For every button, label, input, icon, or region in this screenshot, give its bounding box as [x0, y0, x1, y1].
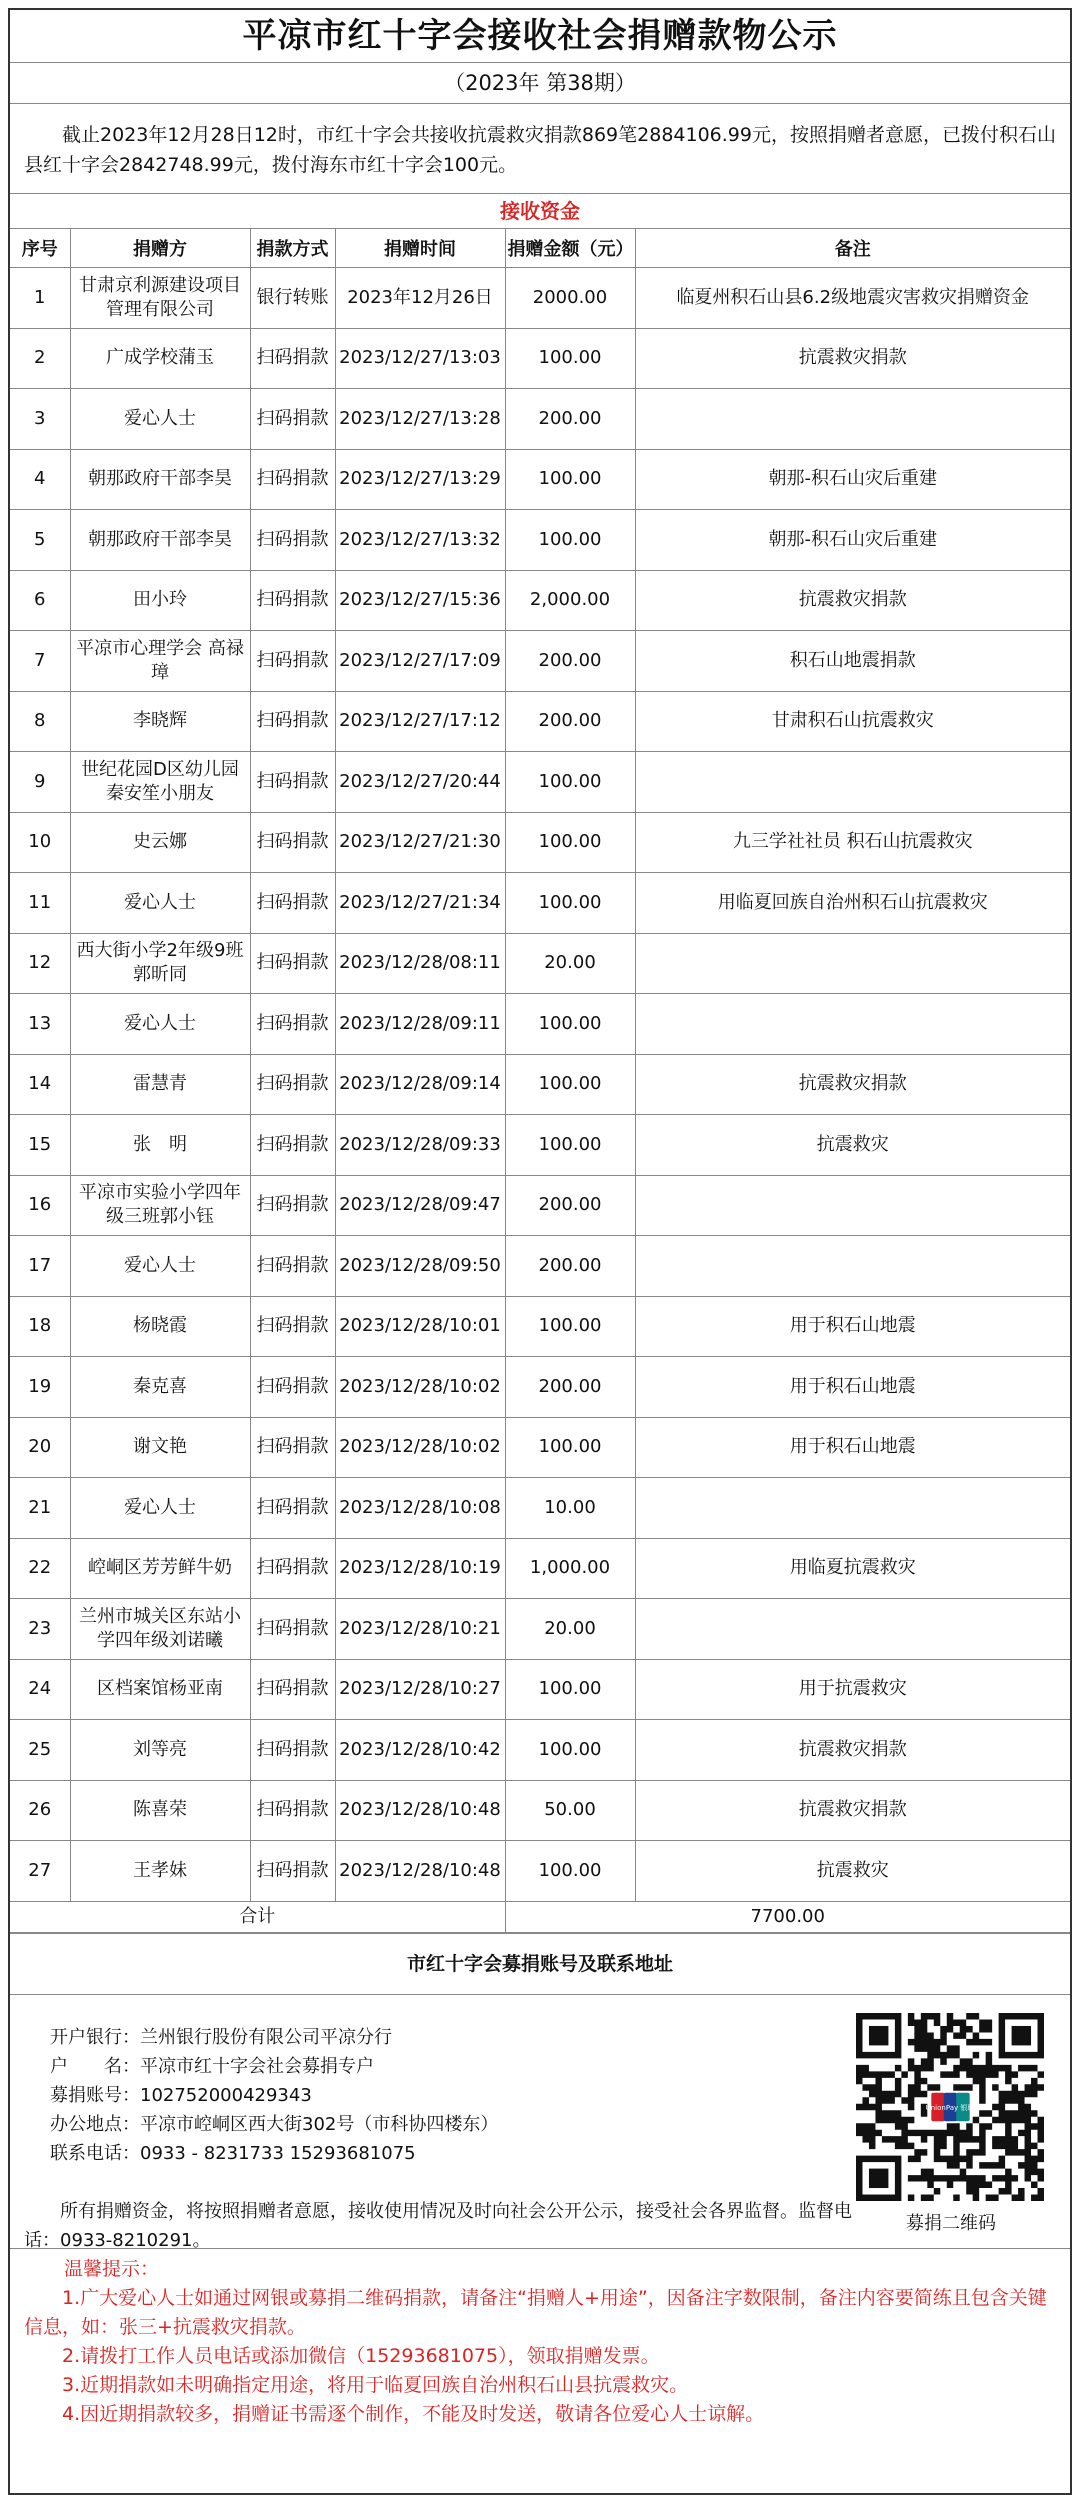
cell-remark: 九三学社社员 积石山抗震救灾 [635, 812, 1070, 873]
cell-index: 17 [10, 1236, 70, 1297]
cell-amount: 20.00 [505, 1599, 635, 1660]
table-row [10, 1599, 1070, 1660]
cell-time: 2023/12/27/15:36 [335, 570, 505, 631]
cell-donor: 史云娜 [70, 812, 250, 873]
donation-table [10, 229, 1070, 1933]
cell-donor: 杨晓霞 [70, 1296, 250, 1357]
cell-amount: 200.00 [505, 1236, 635, 1297]
issue-subtitle: （2023年 第38期） [10, 63, 1070, 104]
tip-item: 2.请拨打工作人员电话或添加微信（15293681075），领取捐赠发票。 [62, 2344, 660, 2367]
account-line [50, 2052, 850, 2081]
table-row [10, 1296, 1070, 1357]
cell-index: 25 [10, 1720, 70, 1781]
cell-amount: 1,000.00 [505, 1538, 635, 1599]
cell-remark: 用于积石山地震 [635, 1357, 1070, 1418]
cell-method: 扫码捐款 [250, 510, 335, 571]
tip-item: 4.因近期捐款较多，捐赠证书需逐个制作，不能及时发送，敬请各位爱心人士谅解。 [62, 2402, 765, 2425]
cell-amount: 100.00 [505, 1720, 635, 1781]
cell-index: 8 [10, 691, 70, 752]
cell-index: 24 [10, 1659, 70, 1720]
cell-amount: 100.00 [505, 873, 635, 934]
table-row [10, 752, 1070, 813]
cell-amount: 100.00 [505, 1841, 635, 1902]
cell-time: 2023/12/27/13:28 [335, 389, 505, 450]
cell-amount: 200.00 [505, 1357, 635, 1418]
table-row [10, 1175, 1070, 1236]
cell-method: 扫码捐款 [250, 389, 335, 450]
cell-amount: 100.00 [505, 1417, 635, 1478]
cell-time: 2023/12/27/13:32 [335, 510, 505, 571]
cell-method: 扫码捐款 [250, 1841, 335, 1902]
donation-qr-code [838, 2013, 1064, 2201]
cell-method: 扫码捐款 [250, 1659, 335, 1720]
cell-time: 2023/12/28/09:11 [335, 994, 505, 1055]
cell-amount: 100.00 [505, 328, 635, 389]
cell-method: 扫码捐款 [250, 1599, 335, 1660]
cell-method: 扫码捐款 [250, 1175, 335, 1236]
cell-donor: 雷慧青 [70, 1054, 250, 1115]
account-line-label: 户 名： [50, 2055, 140, 2077]
cell-donor: 广成学校蒲玉 [70, 328, 250, 389]
cell-method: 扫码捐款 [250, 1296, 335, 1357]
cell-donor: 李晓辉 [70, 691, 250, 752]
cell-donor: 爱心人士 [70, 389, 250, 450]
cell-index: 22 [10, 1538, 70, 1599]
cell-time: 2023/12/27/17:12 [335, 691, 505, 752]
cell-remark: 甘肃积石山抗震救灾 [635, 691, 1070, 752]
cell-amount: 20.00 [505, 933, 635, 994]
cell-time: 2023/12/28/10:01 [335, 1296, 505, 1357]
cell-index: 27 [10, 1841, 70, 1902]
table-row [10, 1417, 1070, 1478]
cell-time: 2023/12/28/10:02 [335, 1357, 505, 1418]
cell-amount: 50.00 [505, 1780, 635, 1841]
cell-amount: 100.00 [505, 994, 635, 1055]
cell-method: 扫码捐款 [250, 994, 335, 1055]
cell-time: 2023/12/27/13:03 [335, 328, 505, 389]
cell-time: 2023年12月26日 [335, 268, 505, 329]
cell-remark [635, 1236, 1070, 1297]
cell-method: 扫码捐款 [250, 1054, 335, 1115]
cell-method: 扫码捐款 [250, 691, 335, 752]
cell-remark: 抗震救灾捐款 [635, 1780, 1070, 1841]
cell-donor: 西大街小学2年级9班郭昕同 [70, 933, 250, 994]
cell-method: 扫码捐款 [250, 812, 335, 873]
cell-index: 19 [10, 1357, 70, 1418]
cell-index: 3 [10, 389, 70, 450]
table-row [10, 449, 1070, 510]
cell-method: 扫码捐款 [250, 1357, 335, 1418]
table-row [10, 1841, 1070, 1902]
cell-remark: 积石山地震捐款 [635, 631, 1070, 692]
cell-donor: 甘肃京利源建设项目管理有限公司 [70, 268, 250, 329]
cell-time: 2023/12/28/10:19 [335, 1538, 505, 1599]
cell-index: 13 [10, 994, 70, 1055]
qr-label: 募捐二维码 [906, 2212, 996, 2234]
cell-method: 扫码捐款 [250, 1236, 335, 1297]
table-row [10, 268, 1070, 329]
total-value: 7700.00 [505, 1901, 1070, 1932]
cell-amount: 10.00 [505, 1478, 635, 1539]
cell-time: 2023/12/27/21:34 [335, 873, 505, 934]
account-line-label: 办公地点： [50, 2113, 140, 2135]
cell-index: 16 [10, 1175, 70, 1236]
cell-donor: 崆峒区芳芳鲜牛奶 [70, 1538, 250, 1599]
cell-index: 7 [10, 631, 70, 692]
cell-index: 14 [10, 1054, 70, 1115]
cell-index: 26 [10, 1780, 70, 1841]
cell-method: 扫码捐款 [250, 1720, 335, 1781]
account-info [10, 1995, 1070, 2249]
cell-remark: 用于积石山地震 [635, 1296, 1070, 1357]
cell-index: 9 [10, 752, 70, 813]
cell-time: 2023/12/28/10:02 [335, 1417, 505, 1478]
cell-remark: 朝那-积石山灾后重建 [635, 510, 1070, 571]
cell-remark: 抗震救灾 [635, 1841, 1070, 1902]
cell-amount: 100.00 [505, 1115, 635, 1176]
cell-donor: 田小玲 [70, 570, 250, 631]
cell-donor: 陈喜荣 [70, 1780, 250, 1841]
cell-index: 18 [10, 1296, 70, 1357]
tips-title: 温馨提示： [64, 2257, 160, 2280]
cell-method: 扫码捐款 [250, 1478, 335, 1539]
cell-time: 2023/12/28/09:47 [335, 1175, 505, 1236]
table-row [10, 570, 1070, 631]
cell-method: 扫码捐款 [250, 933, 335, 994]
cell-donor: 区档案馆杨亚南 [70, 1659, 250, 1720]
account-section-title: 市红十字会募捐账号及联系地址 [10, 1933, 1070, 1995]
cell-remark [635, 1478, 1070, 1539]
cell-remark [635, 994, 1070, 1055]
table-row [10, 812, 1070, 873]
cell-donor: 秦克喜 [70, 1357, 250, 1418]
cell-method: 扫码捐款 [250, 570, 335, 631]
table-row [10, 873, 1070, 934]
cell-remark: 临夏州积石山县6.2级地震灾害救灾捐赠资金 [635, 268, 1070, 329]
cell-donor: 王孝妹 [70, 1841, 250, 1902]
unionpay-logo-text: UnionPay 银联 [925, 2103, 975, 2112]
cell-donor: 爱心人士 [70, 1236, 250, 1297]
total-row [10, 1901, 1070, 1932]
account-line [50, 2023, 850, 2052]
col-header-donor: 捐赠方 [70, 229, 250, 268]
cell-method: 扫码捐款 [250, 449, 335, 510]
cell-method: 扫码捐款 [250, 873, 335, 934]
cell-donor: 兰州市城关区东站小学四年级刘诺曦 [70, 1599, 250, 1660]
table-header-row [10, 229, 1070, 268]
cell-remark [635, 752, 1070, 813]
cell-amount: 200.00 [505, 691, 635, 752]
cell-remark: 抗震救灾 [635, 1115, 1070, 1176]
col-header-index: 序号 [10, 229, 70, 268]
cell-method: 扫码捐款 [250, 1780, 335, 1841]
cell-time: 2023/12/28/08:11 [335, 933, 505, 994]
tip-item: 3.近期捐款如未明确指定用途，将用于临夏回族自治州积石山县抗震救灾。 [62, 2373, 689, 2396]
cell-index: 11 [10, 873, 70, 934]
cell-remark [635, 1175, 1070, 1236]
table-row [10, 510, 1070, 571]
cell-index: 21 [10, 1478, 70, 1539]
cell-remark: 抗震救灾捐款 [635, 570, 1070, 631]
cell-index: 5 [10, 510, 70, 571]
table-row [10, 1538, 1070, 1599]
cell-donor: 刘等亮 [70, 1720, 250, 1781]
cell-remark: 朝那-积石山灾后重建 [635, 449, 1070, 510]
cell-remark: 用于积石山地震 [635, 1417, 1070, 1478]
cell-time: 2023/12/28/10:27 [335, 1659, 505, 1720]
cell-donor: 爱心人士 [70, 1478, 250, 1539]
cell-remark: 用临夏抗震救灾 [635, 1538, 1070, 1599]
unionpay-logo [926, 2092, 975, 2120]
table-row [10, 1720, 1070, 1781]
cell-remark [635, 933, 1070, 994]
cell-remark: 抗震救灾捐款 [635, 1720, 1070, 1781]
cell-donor: 朝那政府干部李昊 [70, 449, 250, 510]
cell-time: 2023/12/28/10:48 [335, 1780, 505, 1841]
account-lines [50, 2023, 850, 2168]
cell-time: 2023/12/27/17:09 [335, 631, 505, 692]
cell-amount: 2000.00 [505, 268, 635, 329]
cell-amount: 200.00 [505, 389, 635, 450]
cell-index: 10 [10, 812, 70, 873]
cell-remark: 抗震救灾捐款 [635, 1054, 1070, 1115]
tip-item: 1.广大爱心人士如通过网银或募捐二维码捐款，请备注“捐赠人+用途”，因备注字数限制，备注内容要简练且包含关键信息，如：张三+抗震救灾捐款。 [24, 2286, 1047, 2338]
cell-index: 23 [10, 1599, 70, 1660]
table-row [10, 1115, 1070, 1176]
cell-amount: 100.00 [505, 812, 635, 873]
cell-amount: 200.00 [505, 1175, 635, 1236]
cell-index: 20 [10, 1417, 70, 1478]
cell-method: 扫码捐款 [250, 1115, 335, 1176]
table-row [10, 1054, 1070, 1115]
cell-time: 2023/12/28/10:21 [335, 1599, 505, 1660]
account-line-value: 102752000429343 [140, 2084, 312, 2106]
tips-box [10, 2249, 1070, 2429]
page-title: 平凉市红十字会接收社会捐赠款物公示 [10, 10, 1070, 63]
cell-amount: 100.00 [505, 449, 635, 510]
account-line [50, 2110, 850, 2139]
cell-amount: 2,000.00 [505, 570, 635, 631]
table-row [10, 691, 1070, 752]
cell-donor: 朝那政府干部李昊 [70, 510, 250, 571]
account-line-value: 兰州银行股份有限公司平凉分行 [140, 2026, 392, 2048]
account-line [50, 2081, 850, 2110]
cell-time: 2023/12/27/20:44 [335, 752, 505, 813]
col-header-time: 捐赠时间 [335, 229, 505, 268]
cell-amount: 200.00 [505, 631, 635, 692]
account-line-label: 联系电话： [50, 2142, 140, 2164]
cell-index: 12 [10, 933, 70, 994]
col-header-remark: 备注 [635, 229, 1070, 268]
table-row [10, 631, 1070, 692]
cell-index: 15 [10, 1115, 70, 1176]
cell-remark [635, 389, 1070, 450]
table-row [10, 389, 1070, 450]
account-line-value: 平凉市崆峒区西大街302号（市科协四楼东） [140, 2113, 499, 2135]
cell-amount: 100.00 [505, 1054, 635, 1115]
cell-index: 6 [10, 570, 70, 631]
cell-time: 2023/12/28/09:14 [335, 1054, 505, 1115]
table-row [10, 1236, 1070, 1297]
table-row [10, 1478, 1070, 1539]
cell-index: 4 [10, 449, 70, 510]
account-line-value: 平凉市红十字会社会募捐专户 [140, 2055, 374, 2077]
cell-amount: 100.00 [505, 1296, 635, 1357]
cell-method: 扫码捐款 [250, 752, 335, 813]
cell-time: 2023/12/28/10:08 [335, 1478, 505, 1539]
table-row [10, 933, 1070, 994]
cell-method: 银行转账 [250, 268, 335, 329]
account-line [50, 2139, 850, 2168]
cell-time: 2023/12/28/09:50 [335, 1236, 505, 1297]
table-row [10, 1780, 1070, 1841]
account-note: 所有捐赠资金，将按照捐赠者意愿，接收使用情况及时向社会公开公示，接受社会各界监督。监督电话：0933-8210291。 [24, 2200, 852, 2251]
table-row [10, 1357, 1070, 1418]
col-header-amount: 捐赠金额（元） [505, 229, 635, 268]
account-line-value: 0933 - 8231733 15293681075 [140, 2142, 416, 2164]
account-line-label: 募捐账号： [50, 2084, 140, 2106]
cell-amount: 100.00 [505, 1659, 635, 1720]
cell-donor: 平凉市心理学会 高禄璋 [70, 631, 250, 692]
cell-index: 2 [10, 328, 70, 389]
cell-time: 2023/12/28/10:42 [335, 1720, 505, 1781]
cell-remark: 用临夏回族自治州积石山抗震救灾 [635, 873, 1070, 934]
table-row [10, 328, 1070, 389]
cell-remark: 抗震救灾捐款 [635, 328, 1070, 389]
cell-method: 扫码捐款 [250, 328, 335, 389]
cell-donor: 爱心人士 [70, 994, 250, 1055]
cell-time: 2023/12/28/09:33 [335, 1115, 505, 1176]
cell-donor: 世纪花园D区幼儿园秦安笙小朋友 [70, 752, 250, 813]
cell-remark [635, 1599, 1070, 1660]
cell-donor: 爱心人士 [70, 873, 250, 934]
cell-method: 扫码捐款 [250, 1417, 335, 1478]
cell-method: 扫码捐款 [250, 631, 335, 692]
cell-donor: 张 明 [70, 1115, 250, 1176]
cell-donor: 谢文艳 [70, 1417, 250, 1478]
cell-time: 2023/12/27/21:30 [335, 812, 505, 873]
account-line-label: 开户银行： [50, 2026, 140, 2048]
cell-remark: 用于抗震救灾 [635, 1659, 1070, 1720]
cell-index: 1 [10, 268, 70, 329]
announcement-sheet [8, 8, 1072, 2495]
cell-donor: 平凉市实验小学四年级三班郭小钰 [70, 1175, 250, 1236]
col-header-method: 捐款方式 [250, 229, 335, 268]
table-row [10, 994, 1070, 1055]
cell-amount: 100.00 [505, 752, 635, 813]
cell-amount: 100.00 [505, 510, 635, 571]
total-label: 合计 [10, 1901, 505, 1932]
section-title-received-funds: 接收资金 [10, 194, 1070, 229]
cell-time: 2023/12/28/10:48 [335, 1841, 505, 1902]
cell-method: 扫码捐款 [250, 1538, 335, 1599]
table-row [10, 1659, 1070, 1720]
intro-paragraph: 截止2023年12月28日12时，市红十字会共接收抗震救灾捐款869笔2884106.99元，按照捐赠者意愿，已拨付积石山县红十字会2842748.99元，拨付海东市红十字会100元。 [10, 104, 1070, 194]
cell-time: 2023/12/27/13:29 [335, 449, 505, 510]
